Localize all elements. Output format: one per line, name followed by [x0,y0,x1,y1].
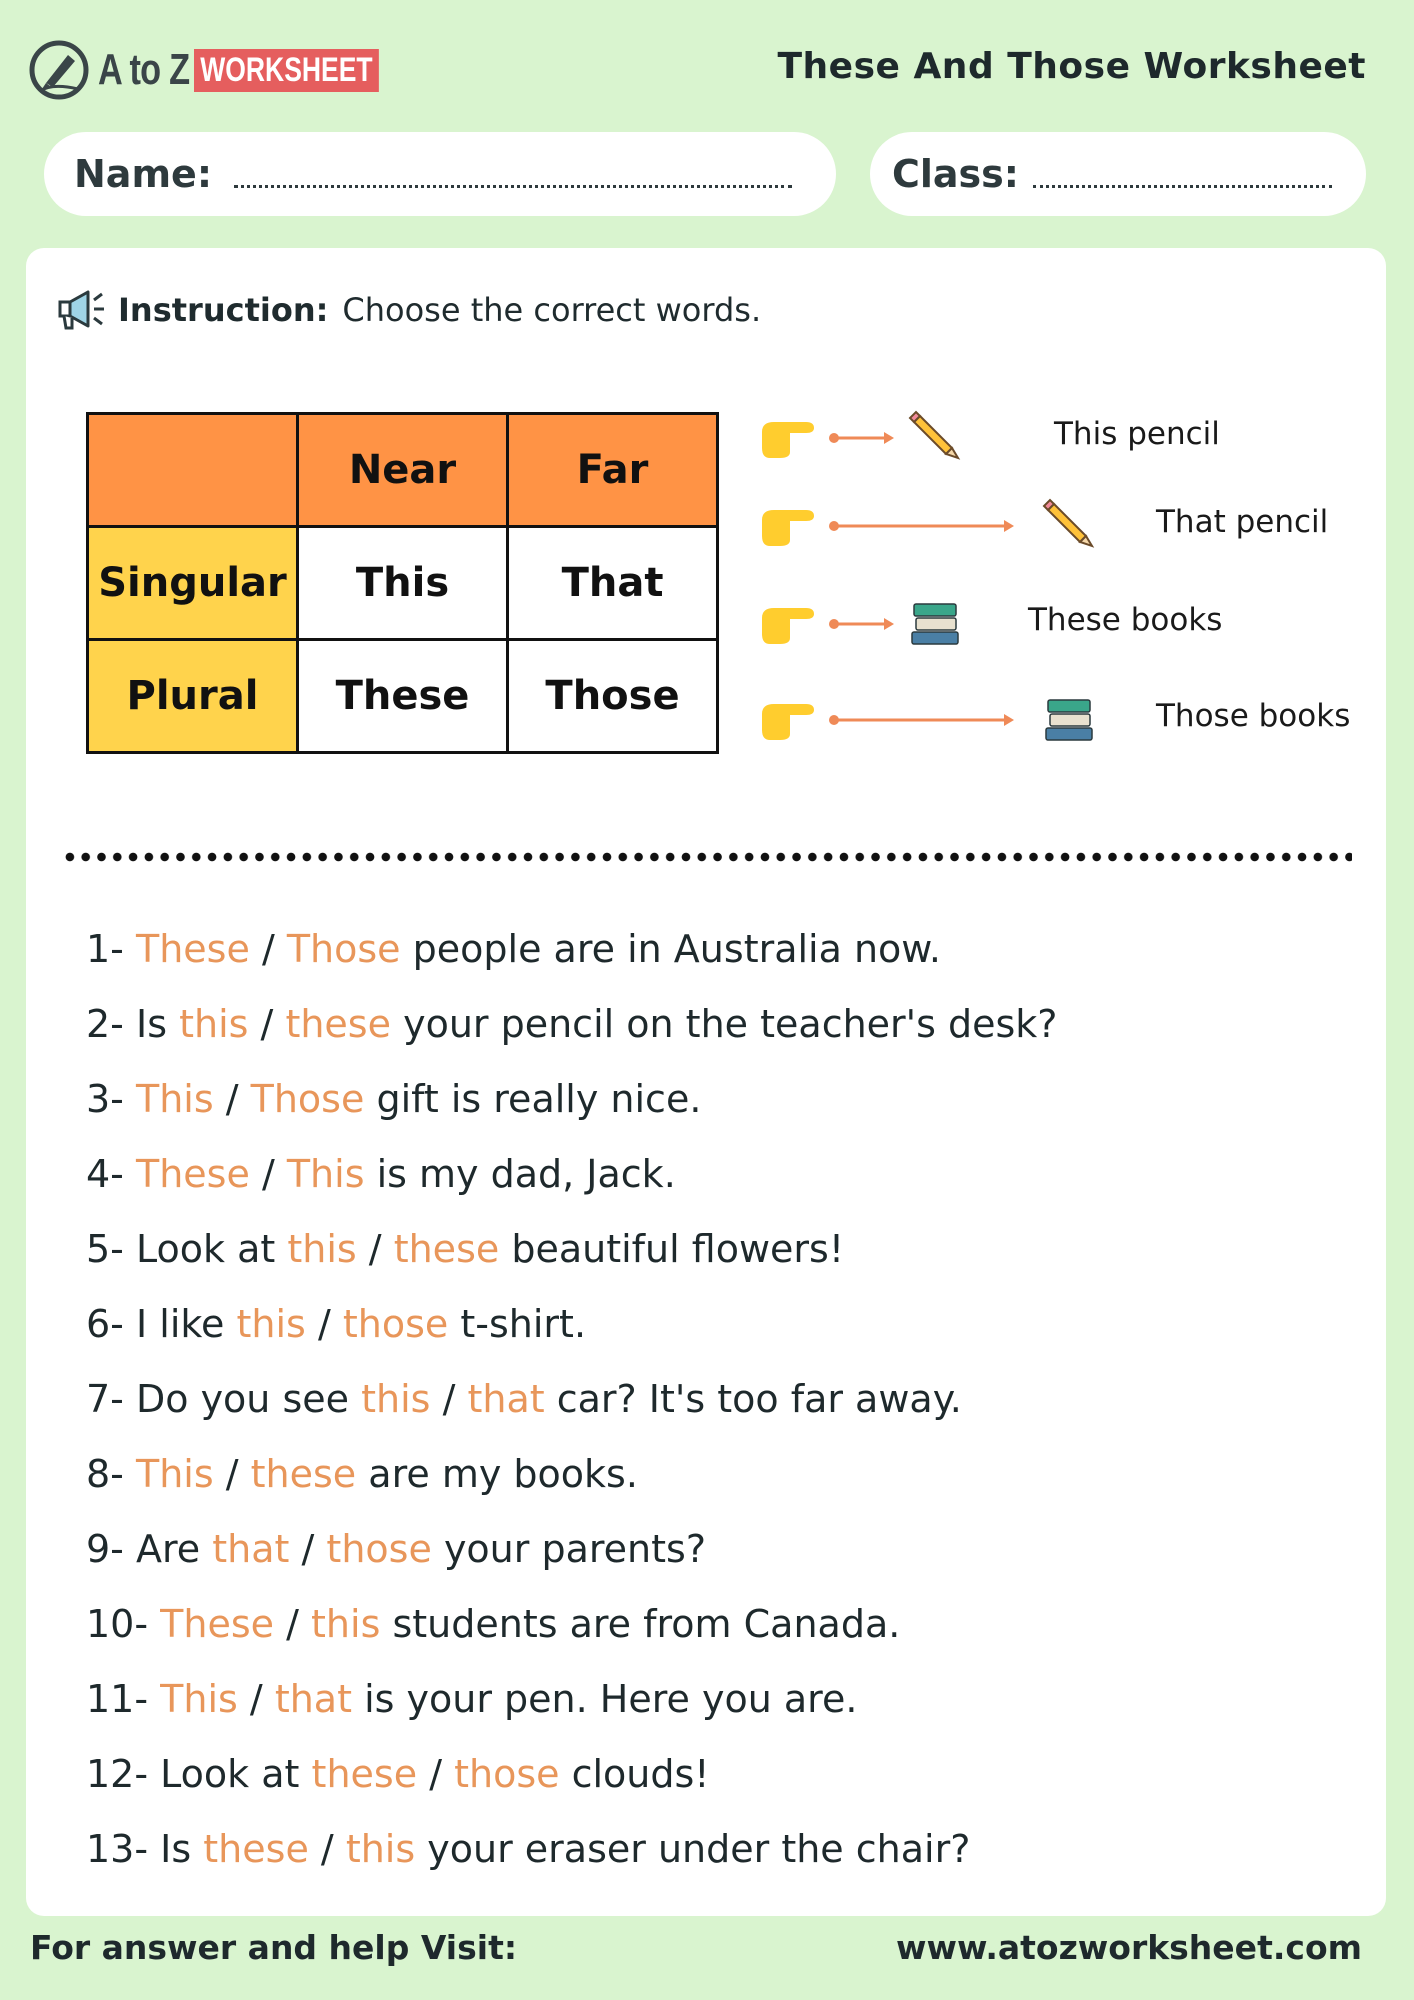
question-number: 6- [86,1302,124,1346]
question-text-start: Do you see [135,1377,350,1421]
header-near: Near [298,414,508,527]
demonstratives-table [86,412,719,754]
site-logo[interactable] [28,38,431,102]
name-label: Name: [74,152,213,196]
option-a[interactable]: these [203,1827,309,1871]
pencil-icon [908,408,962,462]
question-number: 2- [86,1002,124,1046]
question-text-end: t-shirt. [460,1302,587,1346]
footer-help-text: For answer and help Visit: [30,1928,518,1967]
example-label: That pencil [1156,504,1329,540]
question-number: 12- [86,1752,149,1796]
question-number: 3- [86,1077,124,1121]
option-a[interactable]: this [236,1302,306,1346]
instruction [56,288,761,332]
option-a[interactable]: that [212,1527,290,1571]
option-separator: / [249,1677,263,1721]
option-separator: / [442,1377,456,1421]
question-item [86,1587,1057,1662]
question-text-start: Are [135,1527,201,1571]
option-b[interactable]: these [250,1452,357,1496]
worksheet-card [26,248,1386,1916]
examples-panel [756,408,1366,768]
header-far: Far [508,414,718,527]
example-those-books [756,690,1366,750]
question-list [86,912,1057,1887]
books-icon [908,594,962,648]
question-text-start: Is [135,1002,167,1046]
class-label: Class: [892,152,1019,196]
option-separator: / [429,1752,442,1796]
option-b[interactable]: these [285,1002,391,1046]
option-b[interactable]: that [274,1677,352,1721]
example-that-pencil [756,496,1366,556]
question-number: 5- [86,1227,124,1271]
long-arrow-icon [828,710,1018,730]
option-separator: / [225,1077,239,1121]
megaphone-icon [56,288,108,332]
option-b[interactable]: those [342,1302,449,1346]
option-separator: / [368,1227,382,1271]
dotted-divider [62,852,1352,862]
option-b[interactable]: Those [286,927,401,971]
option-separator: / [260,1002,274,1046]
option-a[interactable]: these [311,1752,418,1796]
question-number: 1- [86,927,124,971]
cell-plural-far: Those [508,640,718,753]
option-separator: / [261,927,275,971]
logo-badge: WORKSHEET [194,49,379,92]
question-number: 8- [86,1452,124,1496]
name-writing-line[interactable] [234,185,792,188]
option-a[interactable]: This [160,1677,238,1721]
pointing-hand-icon [756,600,818,648]
short-arrow-icon [828,614,898,634]
question-item [86,1812,1057,1887]
question-text-end: people are in Australia now. [412,927,941,971]
pencil-icon [1042,496,1096,550]
question-item [86,912,1057,987]
question-item [86,1212,1057,1287]
option-b[interactable]: this [345,1827,416,1871]
option-b[interactable]: those [326,1527,432,1571]
option-b[interactable]: these [393,1227,500,1271]
question-text-end: your parents? [443,1527,706,1571]
question-text-start: Is [160,1827,192,1871]
example-these-books [756,594,1366,654]
long-arrow-icon [828,516,1018,536]
option-a[interactable]: These [135,927,250,971]
pointing-hand-icon [756,502,818,550]
option-a[interactable]: this [179,1002,249,1046]
question-text-end: gift is really nice. [376,1077,702,1121]
question-item [86,987,1057,1062]
option-b[interactable]: Those [250,1077,365,1121]
instruction-label: Instruction: [118,291,329,329]
option-a[interactable]: This [135,1452,214,1496]
question-number: 7- [86,1377,124,1421]
question-text-end: are my books. [368,1452,638,1496]
question-number: 10- [86,1602,149,1646]
option-a[interactable]: this [361,1377,431,1421]
pointing-hand-icon [756,414,818,462]
question-text-start: Look at [135,1227,276,1271]
cell-singular-far: That [508,527,718,640]
cell-plural-near: These [298,640,508,753]
option-separator: / [225,1452,239,1496]
short-arrow-icon [828,428,898,448]
question-item [86,1062,1057,1137]
question-text-end: your eraser under the chair? [427,1827,971,1871]
option-separator: / [286,1602,299,1646]
question-item [86,1437,1057,1512]
question-text-end: is my dad, Jack. [376,1152,676,1196]
class-field[interactable] [870,132,1366,216]
footer-website-link[interactable]: www.atozworksheet.com [895,1928,1362,1967]
example-label: Those books [1156,698,1351,734]
question-text-start: I like [135,1302,225,1346]
question-item [86,1137,1057,1212]
option-b[interactable]: this [311,1602,381,1646]
question-text-end: car? It's too far away. [556,1377,962,1421]
option-separator: / [301,1527,315,1571]
example-label: This pencil [1054,416,1220,452]
example-this-pencil [756,408,1366,468]
option-a[interactable]: These [135,1152,250,1196]
pointing-hand-icon [756,696,818,744]
question-number: 4- [86,1152,124,1196]
row-singular: Singular [88,527,298,640]
question-number: 9- [86,1527,124,1571]
books-icon [1042,690,1096,744]
option-a[interactable]: These [160,1602,275,1646]
question-text-start: Look at [160,1752,300,1796]
instruction-text: Choose the correct words. [342,291,762,329]
cell-singular-near: This [298,527,508,640]
question-item [86,1287,1057,1362]
question-item [86,1662,1057,1737]
question-text-end: your pencil on the teacher's desk? [403,1002,1058,1046]
question-text-end: beautiful flowers! [511,1227,845,1271]
option-separator: / [261,1152,275,1196]
question-text-end: students are from Canada. [392,1602,901,1646]
question-item [86,1512,1057,1587]
row-plural: Plural [88,640,298,753]
worksheet-title: These And Those Worksheet [777,46,1366,87]
question-number: 11- [86,1677,149,1721]
question-item [86,1362,1057,1437]
logo-text: A to Z [98,45,190,94]
option-b[interactable]: This [286,1152,365,1196]
option-separator: / [320,1827,334,1871]
question-text-end: clouds! [571,1752,710,1796]
option-a[interactable]: this [287,1227,357,1271]
name-field[interactable] [44,132,836,216]
example-label: These books [1028,602,1223,638]
option-b[interactable]: that [467,1377,545,1421]
question-number: 13- [86,1827,149,1871]
question-item [86,1737,1057,1812]
table-corner-cell [88,414,298,527]
class-writing-line[interactable] [1033,185,1332,188]
question-text-end: is your pen. Here you are. [364,1677,858,1721]
option-b[interactable]: those [454,1752,560,1796]
pen-circle-icon [28,39,90,101]
option-a[interactable]: This [135,1077,214,1121]
option-separator: / [317,1302,331,1346]
